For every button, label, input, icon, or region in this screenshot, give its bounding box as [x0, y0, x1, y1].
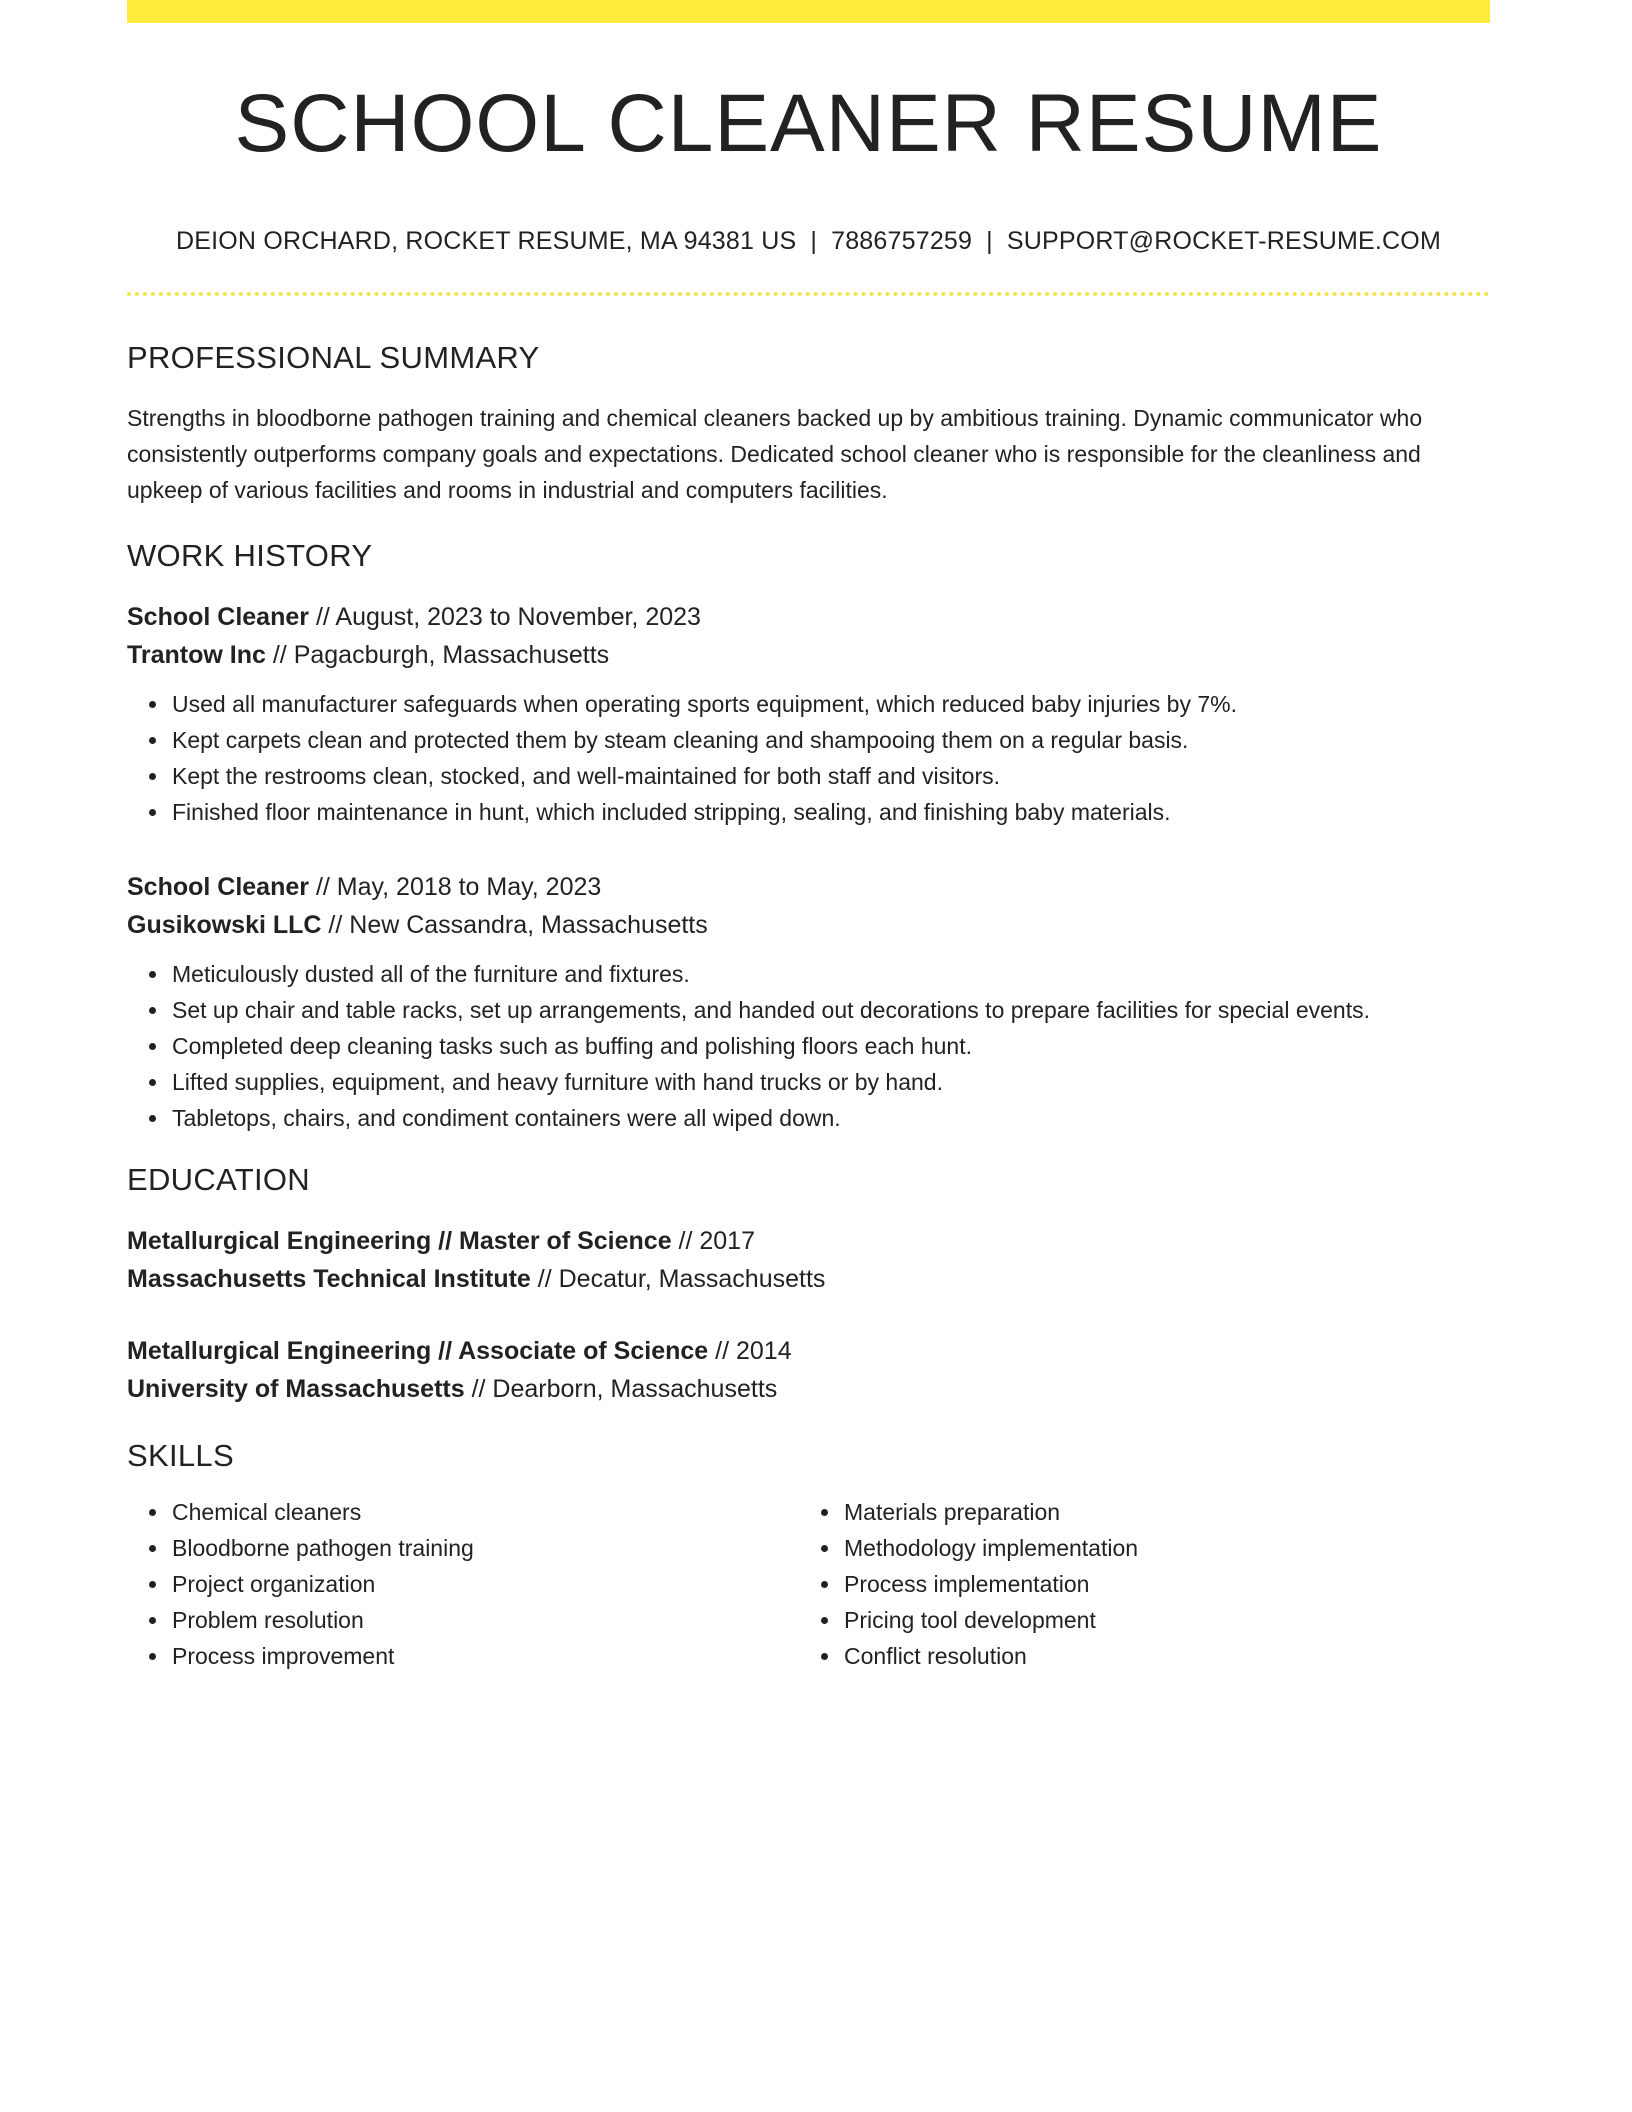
skill-item: • Chemical cleaners	[170, 1494, 799, 1530]
list-item: • Used all manufacturer safeguards when operating sports equipment, which reduced baby injuries by 7%.	[170, 686, 1490, 722]
school-line	[127, 1260, 1490, 1298]
summary-text: Strengths in bloodborne pathogen training and chemical cleaners backed up by ambitious training. Dynamic communicator who consistently outperforms company goals and expectations. Dedicated school cleaner who is responsible for the cleanliness and upkeep of various facilities and rooms in industrial and computers facilities.	[127, 405, 1423, 504]
skill-item: • Pricing tool development	[842, 1602, 1471, 1638]
job-entry	[127, 598, 1490, 830]
skill-item: • Project organization	[170, 1566, 799, 1602]
skills-heading: SKILLS	[127, 1438, 234, 1474]
job-title: School Cleaner	[127, 873, 309, 902]
summary-heading: PROFESSIONAL SUMMARY	[127, 340, 540, 376]
work-history-heading: WORK HISTORY	[127, 538, 373, 574]
job-location: // New Cassandra, Massachusetts	[321, 911, 708, 940]
school-location: // Dearborn, Massachusetts	[464, 1375, 778, 1404]
contact-line	[127, 227, 1490, 256]
list-item: • Set up chair and table racks, set up arrangements, and handed out decorations to prepare facilities for special events.	[170, 992, 1490, 1028]
education-heading: EDUCATION	[127, 1162, 310, 1198]
skill-item: • Problem resolution	[170, 1602, 799, 1638]
contact-email[interactable]: SUPPORT@ROCKET-RESUME.COM	[1006, 227, 1441, 256]
graduation-year: // 2017	[671, 1227, 755, 1256]
job-company-line	[127, 906, 1490, 944]
list-item: • Kept the restrooms clean, stocked, and well-maintained for both staff and visitors.	[170, 758, 1490, 794]
contact-address: DEION ORCHARD, ROCKET RESUME, MA 94381 US	[176, 227, 797, 256]
list-item: • Finished floor maintenance in hunt, which included stripping, sealing, and finishing baby materials.	[170, 794, 1490, 830]
resume-title: SCHOOL CLEANER RESUME	[234, 78, 1383, 169]
skill-item: • Bloodborne pathogen training	[170, 1530, 799, 1566]
school-line	[127, 1370, 1490, 1408]
job-duties-list	[127, 686, 1490, 830]
skill-item: • Methodology implementation	[842, 1530, 1471, 1566]
degree: Metallurgical Engineering // Associate of Science	[127, 1337, 709, 1366]
degree-line	[127, 1222, 1490, 1260]
school-name: Massachusetts Technical Institute	[127, 1265, 531, 1294]
school-name: University of Massachusetts	[127, 1375, 465, 1404]
job-dates: // August, 2023 to November, 2023	[309, 603, 701, 632]
skills-column-right	[799, 1494, 1471, 1674]
school-location: // Decatur, Massachusetts	[530, 1265, 826, 1294]
resume-content	[127, 23, 1490, 1674]
contact-phone[interactable]: 7886757259	[831, 227, 973, 256]
job-company-line	[127, 636, 1490, 674]
education-entry	[127, 1222, 1490, 1298]
skills-grid	[127, 1494, 1490, 1674]
skill-item: • Conflict resolution	[842, 1638, 1471, 1674]
skills-list	[127, 1494, 799, 1674]
degree: Metallurgical Engineering // Master of Science	[127, 1227, 672, 1256]
contact-separator: |	[810, 227, 818, 256]
dotted-divider	[127, 292, 1490, 296]
accent-bar	[127, 0, 1490, 23]
skills-list	[799, 1494, 1471, 1674]
skills-column-left	[127, 1494, 799, 1674]
job-title: School Cleaner	[127, 603, 309, 632]
job-company: Trantow Inc	[127, 641, 266, 670]
list-item: • Lifted supplies, equipment, and heavy furniture with hand trucks or by hand.	[170, 1064, 1490, 1100]
list-item: • Completed deep cleaning tasks such as buffing and polishing floors each hunt.	[170, 1028, 1490, 1064]
list-item: • Tabletops, chairs, and condiment containers were all wiped down.	[170, 1100, 1490, 1136]
skill-item: • Materials preparation	[842, 1494, 1471, 1530]
list-item: • Meticulously dusted all of the furniture and fixtures.	[170, 956, 1490, 992]
job-company: Gusikowski LLC	[127, 911, 322, 940]
skill-item: • Process improvement	[170, 1638, 799, 1674]
education-entry	[127, 1332, 1490, 1408]
job-title-line	[127, 868, 1490, 906]
skill-item: • Process implementation	[842, 1566, 1471, 1602]
job-location: // Pagacburgh, Massachusetts	[265, 641, 610, 670]
degree-line	[127, 1332, 1490, 1370]
contact-separator: |	[986, 227, 993, 256]
job-entry	[127, 868, 1490, 1136]
graduation-year: // 2014	[708, 1337, 792, 1366]
job-title-line	[127, 598, 1490, 636]
job-duties-list	[127, 956, 1490, 1136]
list-item: • Kept carpets clean and protected them by steam cleaning and shampooing them on a regular basis.	[170, 722, 1490, 758]
job-dates: // May, 2018 to May, 2023	[309, 873, 602, 902]
